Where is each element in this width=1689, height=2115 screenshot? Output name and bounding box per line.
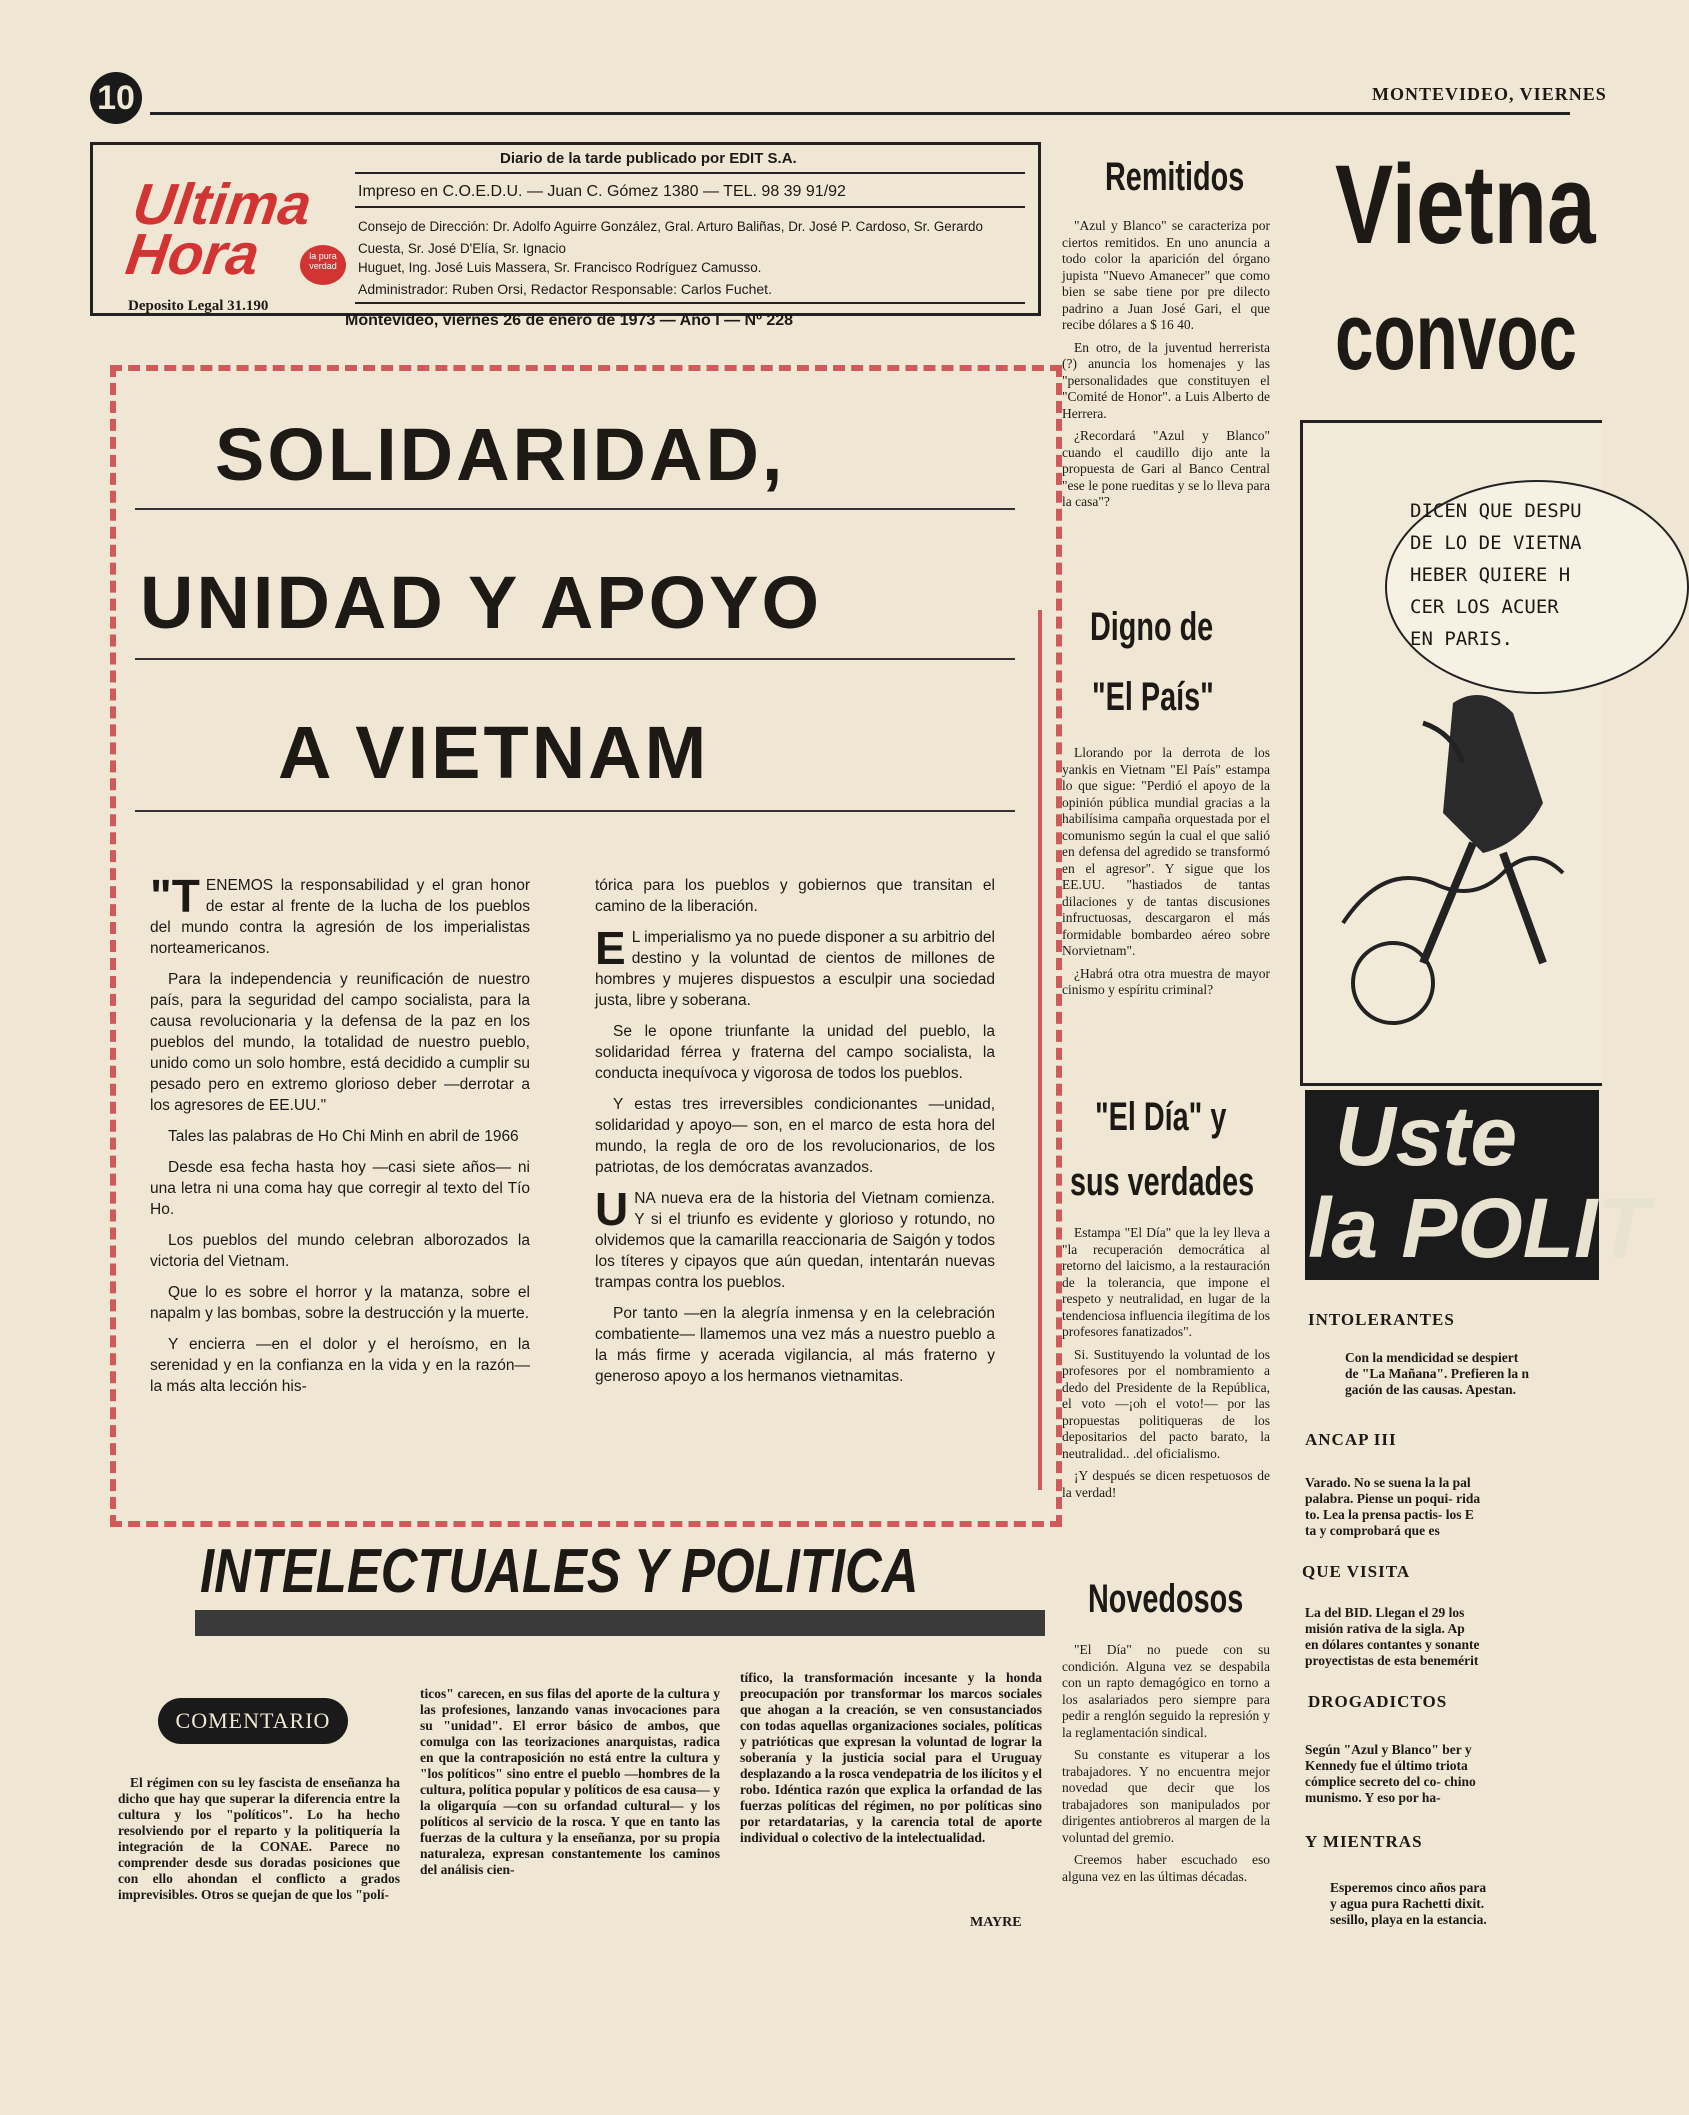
novedosos-title: Novedosos	[1088, 1577, 1244, 1621]
brief-title: ANCAP III	[1305, 1430, 1397, 1449]
masthead-rule	[355, 172, 1025, 174]
legal-deposit: Deposito Legal 31.190	[128, 298, 269, 314]
right-headline-1: Vietna	[1335, 142, 1596, 267]
masthead-rule	[355, 302, 1025, 304]
masthead-line-council: Consejo de Dirección: Dr. Adolfo Aguirre González, Gral. Arturo Baliñas, Dr. José P. Cardoso, Sr. Gerardo Cuesta, Sr. José D'Elía, Sr. Ignacio	[358, 219, 983, 256]
headline-line-1: SOLIDARIDAD,	[215, 413, 786, 496]
eldia-title-1: "El Día" y	[1095, 1095, 1227, 1139]
drop-cap: U	[595, 1183, 629, 1235]
intelectuales-headline: INTELECTUALES Y POLITICA	[200, 1537, 919, 1606]
headline-line-3: A VIETNAM	[278, 711, 710, 794]
right-headline-2: convoc	[1335, 283, 1577, 390]
novedosos-text: "El Día" no puede con su condición. Alguna vez se despabila con un rapto demagógico en torno a los asalariados pero siempre para pedir a renglón seguido la represión y la reglamentación sindical. Su constante es vituperar a los trabajadores. Y no encuentra mejor novedad que decir que los trabajadores son manipulados por dirigentes antiobreros al margen de la voluntad del gremio. Creemos haber escuchado eso alguna vez en las últimas décadas.	[1062, 1642, 1270, 1884]
masthead-rule	[355, 206, 1025, 208]
brief-text: Con la mendicidad se despiert de "La Mañana". Prefieren la n gación de las causas. Apestan.	[1345, 1350, 1529, 1397]
brief-title: INTOLERANTES	[1308, 1310, 1455, 1329]
comentario-badge: COMENTARIO	[158, 1698, 348, 1744]
headline-line-2: UNIDAD Y APOYO	[140, 561, 823, 644]
sidebar-red-rule	[1038, 610, 1042, 1490]
drop-cap: "T	[150, 870, 200, 922]
eldia-title-2: sus verdades	[1070, 1160, 1255, 1204]
masthead-line-publisher: Diario de la tarde publicado por EDIT S.A.	[500, 150, 797, 167]
intelectuales-column-2: ticos" carecen, en sus filas del aporte de la cultura y las profesiones, lanzando vanas invocaciones para su "unidad". El error básico de ambos, que comulga con las teorizaciones anarquistas, radica en que la contraposición no está entre la cultura y "los políticos" sino entre el pueblo —hombres de la cultura, política popular y políticos de esa causa— y la oligarquía —con su orfandad cultural— y los políticos al servicio de la rosca. Y que en tanto las fuerzas de la cultura y la enseñanza, por su propia naturaleza, expresan constantemente los caminos del análisis cien-	[420, 1686, 720, 1877]
main-story-column-1: "T ENEMOS la responsabilidad y el gran honor de estar al frente de la lucha de los pueblos del mundo contra la agresión de los imperialistas norteamericanos. Para la independencia y reunificación de nuestro país, para la seguridad del campo socialista, para la causa revolucionaria y la defensa de la paz en los pueblos del mundo, la totalidad de nuestro pueblo, unido como un solo hombre, está decidido a cumplir su pesado pero en extremo glorioso deber —derrotar a los agresores de EE.UU." Tales las palabras de Ho Chi Minh en abril de 1966 Desde esa fecha hasta hoy —casi siete años— ni una letra ni una coma hay que corregir al texto del Tío Ho. Los pueblos del mundo celebran alborozados la victoria del Vietnam. Que lo es sobre el horror y la matanza, sobre el napalm y las bombas, sobre la destrucción y la muerte. Y encierra —en el dolor y el heroísmo, en la serenidad y en la confianza en la vida y en la razón— la más alta lección his-	[150, 870, 530, 1395]
masthead-line-council-cont: Huguet, Ing. José Luis Massera, Sr. Francisco Rodríguez Camusso.	[358, 260, 762, 275]
speech-bubble-text: DICEN QUE DESPU DE LO DE VIETNA HEBER QUIERE H CER LOS ACUER EN PARIS.	[1410, 500, 1582, 650]
headline-rule	[135, 508, 1015, 510]
intelectuales-column-1: El régimen con su ley fascista de enseñanza ha dicho que hay que superar la diferencia entre la cultura y los "políticos". Lo ha hecho resolviendo por el reparto y la politiquería la integración de la CONAE. Parece no comprender desde sus doradas posiciones que con ello ahondan el conflicto a grados imprevisibles. Otros se quejan de que los "polí-	[118, 1775, 400, 1902]
masthead-line-admin: Administrador: Ruben Orsi, Redactor Responsable: Carlos Fuchet.	[358, 281, 772, 297]
intelectuales-column-3: tífico, la transformación incesante y la honda preocupación por transformar los marcos sociales que ahogan a la creación, se ven consustanciados con todas aquellas organizaciones sociales, políticas y patrióticas que expresan la voluntad de lograr la soberanía y la justicia social para el Uruguay desplazando a la rosca vendepatria de los ilícitos y el robo. Idéntica razón que explica la orfandad de las fuerzas políticas del régimen, no por políticas sino por retardatarias, y la carencia total de aporte individual o colectivo de la intelectualidad.	[740, 1670, 1042, 1845]
masthead-line-printing: Impreso en C.O.E.D.U. — Juan C. Gómez 1380 — TEL. 98 39 91/92	[358, 183, 846, 200]
brief-text: Varado. No se suena la la pal palabra. Piense un poqui- rida to. Lea la prensa pactis- los E ta y comprobará que es	[1305, 1475, 1481, 1538]
brief-text: Según "Azul y Blanco" ber y Kennedy fue el último triota cómplice secreto del co- chino munismo. Y eso por ha-	[1305, 1742, 1476, 1805]
remitidos-title: Remitidos	[1105, 155, 1245, 199]
logo-tagline: la pura verdad	[300, 245, 346, 285]
top-rule	[150, 112, 1570, 115]
digno-title-2: "El País"	[1092, 675, 1214, 719]
page-number: 10	[90, 72, 142, 124]
advertisement-line-2: la POLIT	[1308, 1181, 1649, 1275]
brief-title: DROGADICTOS	[1308, 1692, 1448, 1711]
headline-rule	[135, 810, 1015, 812]
headline-rule	[135, 658, 1015, 660]
newspaper-logo: Ultima Hora	[121, 172, 316, 287]
masthead-line-date: Montevideo, viernes 26 de enero de 1973 — Año I — Nº 228	[345, 312, 794, 329]
brief-title: Y MIENTRAS	[1305, 1832, 1423, 1851]
brief-text: La del BID. Llegan el 29 los misión rativa de la sigla. Ap en dólares contantes y sonante proyectistas de esta benemérit	[1305, 1605, 1480, 1668]
digno-title-1: Digno de	[1090, 605, 1214, 649]
digno-text: Llorando por la derrota de los yankis en Vietnam "El País" estampa lo que sigue: "Perdió el apoyo de la opinión pública mundial gracias a la habilísima campaña orquestada por el comunismo según la cual el que salió en defensa del agredido se transformó en el agresor". Y sigue que los EE.UU. "hastiados de tantas dilaciones y de tantas discusiones infructuosas, descargaron el más formidable bombardeo aéreo sobre Norvietnam". ¿Habrá otra otra muestra de mayor cinismo y espíritu criminal?	[1062, 745, 1270, 997]
eldia-text: Estampa "El Día" que la ley lleva a "la recuperación democrática al retorno del laicismo, a la restauración de la tolerancia, que impone el respeto y neutralidad, en lugar de la tendenciosa influencia ilegítima de los profesores fanatizados". Si. Sustituyendo la voluntad de los profesores por el nombramiento a dedo del Presidente de la República, el voto —¡oh el voto!— por las propuestas politiqueras de los depositarios del pacto barato, la neutralidad.. .del oficialismo. ¡Y después se dicen respetuosos de la verdad!	[1062, 1225, 1270, 1500]
brief-title: QUE VISITA	[1302, 1562, 1411, 1581]
intelectuales-bar	[195, 1610, 1045, 1636]
remitidos-text: "Azul y Blanco" se caracteriza por ciertos remitidos. En uno anuncia a todo color la aparición del órgano jupista "Nuevo Amanecer" que como bien se sabe tiene por pre dilecto padrino a Juan José Gari, el que recibe dólares a $ 16 40. En otro, de la juventud herrerista (?) anuncia los homenajes y las "personalidades que constituyen el "Comité de Honor". a Luis Alberto de Herrera. ¿Recordará "Azul y Blanco" cuando el caudillo dijo ante la propuesta de Gari al Banco Central "ese le pone rueditas y se lo lleva para la casa"?	[1062, 218, 1270, 509]
brief-text: Esperemos cinco años para y agua pura Rachetti dixit. sesillo, playa en la estancia.	[1330, 1880, 1487, 1927]
advertisement-line-1: Uste	[1335, 1089, 1518, 1183]
intelectuales-signature: MAYRE	[970, 1915, 1022, 1930]
main-story-column-2: tórica para los pueblos y gobiernos que transitan el camino de la liberación. E L imperialismo ya no puede disponer a su arbitrio del destino y la voluntad de cientos de millones de hombres y mujeres dispuestos a esculpir una sociedad justa, libre y soberana. Se le opone triunfante la unidad del pueblo, la solidaridad férrea y fraterna del campo socialista, la conducta inequívoca y vigorosa de todos los pueblos. Y estas tres irreversibles condicionantes —unidad, solidaridad y apoyo— son, en el marco de esta hora del mundo, la regla de oro de los revolucionarios, de los patriotas, de los demócratas avanzados. U NA nueva era de la historia del Vietnam comienza. Y si el triunfo es evidente y glorioso y rotundo, no olvidemos que la camarilla reaccionaria de Saigón y todos los títeres y cipayos que aún quedan, intentarán nuevas trampas contra los pueblos. Por tanto —en la alegría inmensa y en la celebración combatiente— llamemos una vez más a nuestro pueblo a la más firme y acerada vigilancia, al más fraterno y generoso apoyo a los hermanos vietnamitas.	[595, 877, 995, 1385]
drop-cap: E	[595, 922, 626, 974]
dateline: MONTEVIDEO, VIERNES	[1372, 84, 1607, 104]
